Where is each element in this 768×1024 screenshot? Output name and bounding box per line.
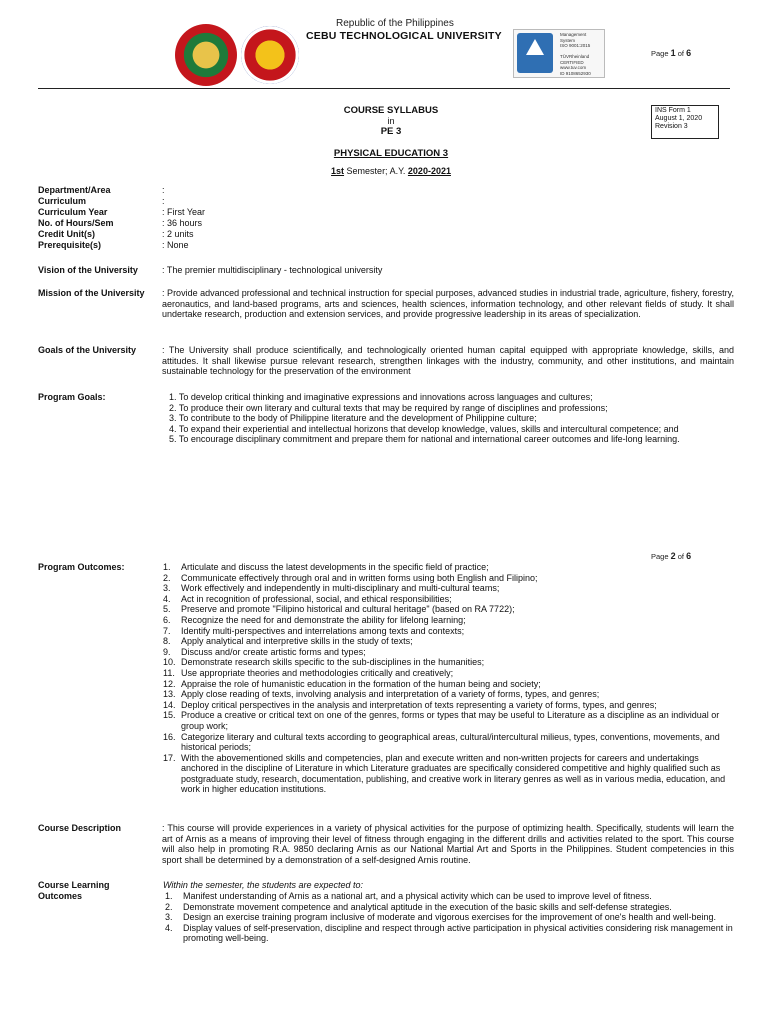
list-item — [165, 891, 735, 902]
mission-label: Mission of the University — [38, 288, 145, 298]
list-item — [163, 562, 735, 573]
course-name: PHYSICAL EDUCATION 3 — [333, 148, 449, 159]
tuv-cert-line: TÜVRheinland — [560, 54, 590, 59]
list-item — [163, 753, 735, 795]
list-item — [163, 679, 735, 690]
tuv-cert-line: ID 9108652930 — [560, 70, 591, 76]
info-value: : 36 hours — [162, 218, 203, 228]
form-revision: Revision 3 — [655, 123, 688, 130]
info-label: Curriculum Year — [38, 207, 108, 217]
list-item-text: Demonstrate movement competence and analytical aptitude in the execution of the basic skills and self-defense strategies. — [183, 901, 672, 912]
info-label: Department/Area — [38, 185, 111, 195]
list-item-number: 3. — [165, 912, 173, 923]
list-item-text: Appraise the role of humanistic education in the formation of the human being and society; — [181, 678, 541, 689]
clo-label — [38, 880, 110, 901]
list-item-text: Display values of self-preservation, discipline and respect through active participation in physical activities considering risk management in promoting well-being. — [183, 922, 733, 944]
list-item-text: Apply analytical and interpretive skills in the study of texts; — [181, 636, 413, 647]
tuv-triangle-icon — [517, 33, 553, 73]
info-label: Prerequisite(s) — [38, 240, 102, 250]
list-item-number: 15. — [163, 710, 176, 721]
info-value: : 2 units — [162, 229, 194, 239]
info-value: : — [162, 185, 165, 195]
info-value: : — [162, 196, 165, 206]
list-item-number: 16. — [163, 731, 176, 742]
list-item-text: Articulate and discuss the latest developments in the specific field of practice; — [181, 562, 489, 572]
program-outcomes-label: Program Outcomes: — [38, 562, 125, 572]
program-goal-item: 2. To produce their own literary and cultural texts that may be required by range of disciplines and professions; — [169, 402, 608, 413]
list-item — [163, 615, 735, 626]
program-outcomes-list — [163, 562, 735, 795]
list-item — [163, 626, 735, 637]
tuv-certification-logo — [513, 29, 605, 78]
list-item — [163, 657, 735, 668]
list-item-number: 4. — [163, 593, 171, 604]
semester-line: 1st Semester; A.Y. 2020-2021 — [331, 166, 451, 176]
mission-text: : Provide advanced professional and technical instruction for special purposes, advanced studies in industrial trade, agriculture, fishery, forestry, aeronautics, and land-based programs, arts and sciences, health sciences, information technology, and other relevant fields of study. It shall undertake research, production and extension services, and provide progressive leadership in its areas of specialization. — [162, 288, 734, 320]
list-item-text: Manifest understanding of Arnis as a national art, and a physical activity which can be used to improve level of fitness. — [183, 891, 652, 901]
course-code: PE 3 — [380, 126, 402, 137]
list-item-text: Work effectively and independently in multi-disciplinary and multi-cultural teams; — [181, 583, 500, 594]
list-item-number: 11. — [163, 667, 175, 678]
tuv-cert-line: System — [560, 37, 576, 43]
list-item-number: 14. — [163, 699, 176, 710]
tuv-cert-line: ISO 9001:2015 — [560, 43, 591, 48]
clo-list — [165, 891, 735, 944]
list-item-text: Produce a creative or critical text on one of the genres, forms or types that may be useful to Literature as a discipline as an individual or group work; — [181, 710, 720, 731]
list-item-number: 1. — [165, 891, 173, 901]
title-in: in — [387, 116, 395, 126]
info-value: : None — [162, 240, 189, 250]
info-label: Credit Unit(s) — [38, 229, 95, 239]
list-item — [163, 732, 735, 753]
list-item — [163, 689, 735, 700]
list-item-text: Preserve and promote "Filipino historical and cultural heritage" (based on RA 7722); — [181, 604, 515, 615]
list-item — [163, 636, 735, 647]
list-item — [163, 594, 735, 605]
list-item-number: 2. — [165, 901, 173, 912]
list-item — [163, 668, 735, 679]
page-number-2: Page 2 of 6 — [651, 551, 692, 561]
form-number: INS Form 1 — [655, 107, 691, 114]
list-item-text: Design an exercise training program inclusive of moderate and vigorous exercises for the improvement of one's health and well-being. — [183, 912, 716, 923]
program-goal-item: 1. To develop critical thinking and imaginative expressions and innovations across languages and cultures; — [169, 392, 593, 402]
list-item-text: Use appropriate theories and methodologies critically and creatively; — [181, 667, 454, 678]
list-item — [163, 604, 735, 615]
list-item-text: Discuss and/or create artistic forms and types; — [181, 646, 366, 657]
program-goal-item: 4. To expand their experiential and intellectual horizons that develop knowledge, values, skills and intercultural competence; and — [169, 423, 679, 434]
course-description-label: Course Description — [38, 823, 122, 833]
list-item — [165, 902, 735, 913]
clo-intro: Within the semester, the students are expected to: — [163, 880, 364, 890]
list-item — [163, 583, 735, 594]
info-label: Curriculum — [38, 196, 87, 206]
course-description-text: : This course will provide experiences in a variety of physical activities for the purpose of optimizing health. Specifically, students will learn the art of Arnis as a means of improving their level of fitness through engaging in the different drills and activities related to the sport. This course will also help in promoting R.A. 9850 declaring Arnis as our National Martial Art and Sports in the Philippines. Student competencies in this sport shall be determined by a demonstration of a self-designed Arnis routine. — [162, 823, 734, 865]
list-item-number: 5. — [163, 604, 171, 615]
list-item-text: With the abovementioned skills and competencies, plan and execute written and non-written projects for careers and undertakings anchored in the discipline of Literature in which Literature graduates are specifically considered competitive and highly qualified such as postgraduate study, research, documentation, publishing, and creative work in literary genres as well as in various media, education, and work in higher education institutions. — [181, 752, 726, 795]
clo-label-line1: Course Learning — [38, 880, 110, 890]
list-item-number: 7. — [163, 625, 171, 636]
clo-label-line2: Outcomes — [38, 890, 83, 901]
asean-logo — [241, 26, 299, 84]
list-item — [163, 710, 735, 731]
program-goal-item: 3. To contribute to the body of Philippine literature and the development of Philippine culture; — [169, 413, 537, 424]
list-item-text: Deploy critical perspectives in the analysis and interpretation of texts representing a variety of forms, types, and genres; — [181, 699, 657, 710]
list-item-number: 9. — [163, 646, 171, 657]
list-item-text: Act in recognition of professional, social, and ethical responsibilities; — [181, 593, 452, 604]
program-goal-item: 5. To encourage disciplinary commitment and prepare them for national and international career outcomes and life-long learning. — [169, 434, 680, 445]
list-item-text: Demonstrate research skills specific to the sub-disciplines in the humanities; — [181, 657, 485, 668]
header-republic: Republic of the Philippines — [336, 18, 454, 29]
list-item-text: Categorize literary and cultural texts according to geographical areas, cultural/intercultural milieus, types, conventions, movements, and historical periods; — [181, 731, 720, 753]
vision-text: : The premier multidisciplinary - technological university — [162, 265, 383, 275]
tuv-cert-line: CERTIFIED — [560, 59, 584, 65]
tuv-cert-line: Management — [560, 32, 587, 37]
list-item-text: Apply close reading of texts, involving analysis and interpretation of a variety of forms, types, and genres; — [181, 689, 600, 700]
info-value: : First Year — [162, 207, 206, 217]
list-item-number: 12. — [163, 678, 176, 689]
list-item — [163, 647, 735, 658]
list-item — [165, 912, 735, 923]
list-item-number: 4. — [165, 922, 173, 933]
tuv-cert-text — [560, 32, 591, 76]
ins-form-box — [651, 105, 719, 139]
list-item — [163, 573, 735, 584]
list-item-number: 6. — [163, 614, 171, 625]
form-date: August 1, 2020 — [655, 115, 703, 122]
ctu-seal-logo — [175, 24, 237, 86]
list-item-text: Identify multi-perspectives and interrelations among texts and contexts; — [181, 625, 465, 636]
program-goals-list — [169, 392, 739, 445]
list-item-number: 1. — [163, 562, 171, 572]
vision-label: Vision of the University — [38, 265, 138, 275]
list-item-number: 13. — [163, 689, 176, 700]
list-item-text: Communicate effectively through oral and in written forms using both English and Filipino; — [181, 572, 538, 583]
header-divider — [38, 88, 730, 89]
info-label: No. of Hours/Sem — [38, 218, 114, 228]
goals-text: : The University shall produce scientifically, and technologically oriented human capital equipped with appropriate knowledge, skills, and attitudes. It shall likewise pursue relevant research, strengthen linkages with the industry, community, and other institutions, and maintain sustainable technology for the preservation of the environment — [162, 345, 734, 377]
header-university: CEBU TECHNOLOGICAL UNIVERSITY — [306, 30, 502, 42]
tuv-cert-line: www.tuv.com — [560, 65, 587, 70]
list-item-number: 10. — [163, 657, 176, 668]
goals-label: Goals of the University — [38, 345, 137, 355]
list-item-number: 8. — [163, 636, 171, 647]
course-syllabus-title: COURSE SYLLABUS — [343, 105, 439, 116]
page-number-1: Page 1 of 6 — [651, 48, 692, 58]
list-item — [163, 700, 735, 711]
list-item — [165, 923, 735, 944]
list-item-text: Recognize the need for and demonstrate the ability for lifelong learning; — [181, 614, 466, 625]
program-goals-label: Program Goals: — [38, 392, 106, 402]
list-item-number: 2. — [163, 572, 171, 583]
list-item-number: 3. — [163, 583, 171, 594]
list-item-number: 17. — [163, 752, 176, 763]
